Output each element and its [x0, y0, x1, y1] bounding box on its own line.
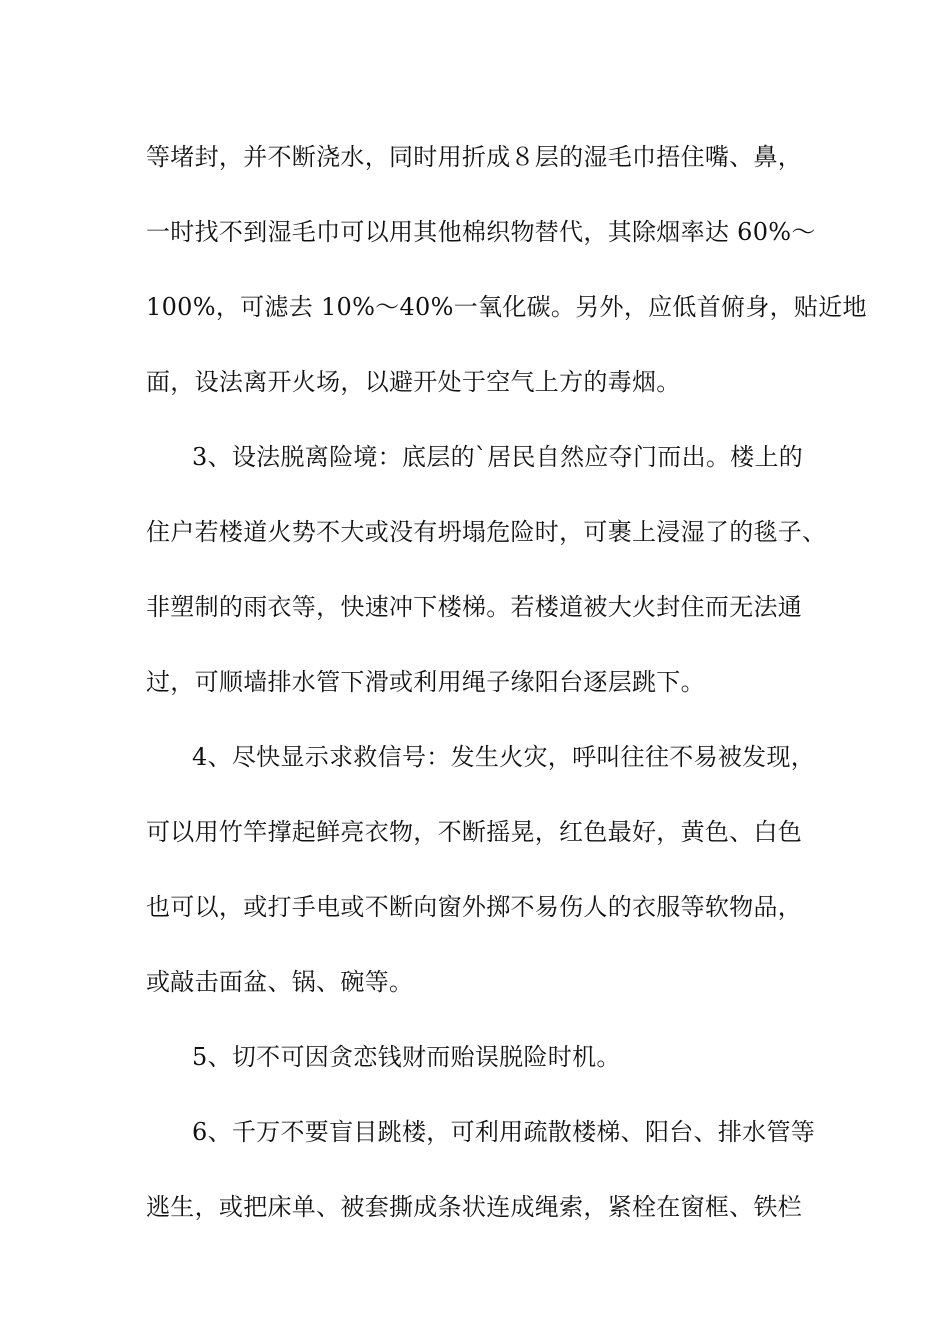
text-line: 也可以，或打手电或不断向窗外掷不易伤人的衣服等软物品，	[146, 893, 803, 921]
paragraph-6-first-line: 6、千万不要盲目跳楼，可利用疏散楼梯、阳台、排水管等	[192, 1118, 816, 1146]
text-line: 过，可顺墙排水管下滑或利用绳子缘阳台逐层跳下。	[146, 668, 705, 696]
text-line: 面，设法离开火场，以避开处于空气上方的毒烟。	[146, 368, 681, 396]
text-line: 可以用竹竿撑起鲜亮衣物，不断摇晃，红色最好，黄色、白色	[146, 818, 803, 846]
paragraph-5-line: 5、切不可因贪恋钱财而贻误脱险时机。	[192, 1043, 621, 1071]
text-line: 或敲击面盆、锅、碗等。	[146, 968, 414, 996]
paragraph-3-first-line: 3、设法脱离险境：底层的`居民自然应夺门而出。楼上的	[192, 443, 804, 471]
text-line: 非塑制的雨衣等，快速冲下楼梯。若楼道被大火封住而无法通	[146, 593, 803, 621]
paragraph-4-first-line: 4、尽快显示求救信号：发生火灾，呼叫往往不易被发现，	[192, 743, 816, 771]
text-line: 100%，可滤去 10%～40%一氧化碳。另外，应低首俯身，贴近地	[146, 293, 867, 321]
text-line: 逃生，或把床单、被套撕成条状连成绳索，紧栓在窗框、铁栏	[146, 1193, 803, 1221]
text-line: 等堵封，并不断浇水，同时用折成８层的湿毛巾捂住嘴、鼻，	[146, 143, 803, 171]
text-line: 住户若楼道火势不大或没有坍塌危险时，可裹上浸湿了的毯子、	[146, 518, 827, 546]
text-line: 一时找不到湿毛巾可以用其他棉织物替代，其除烟率达 60%～	[146, 218, 816, 246]
